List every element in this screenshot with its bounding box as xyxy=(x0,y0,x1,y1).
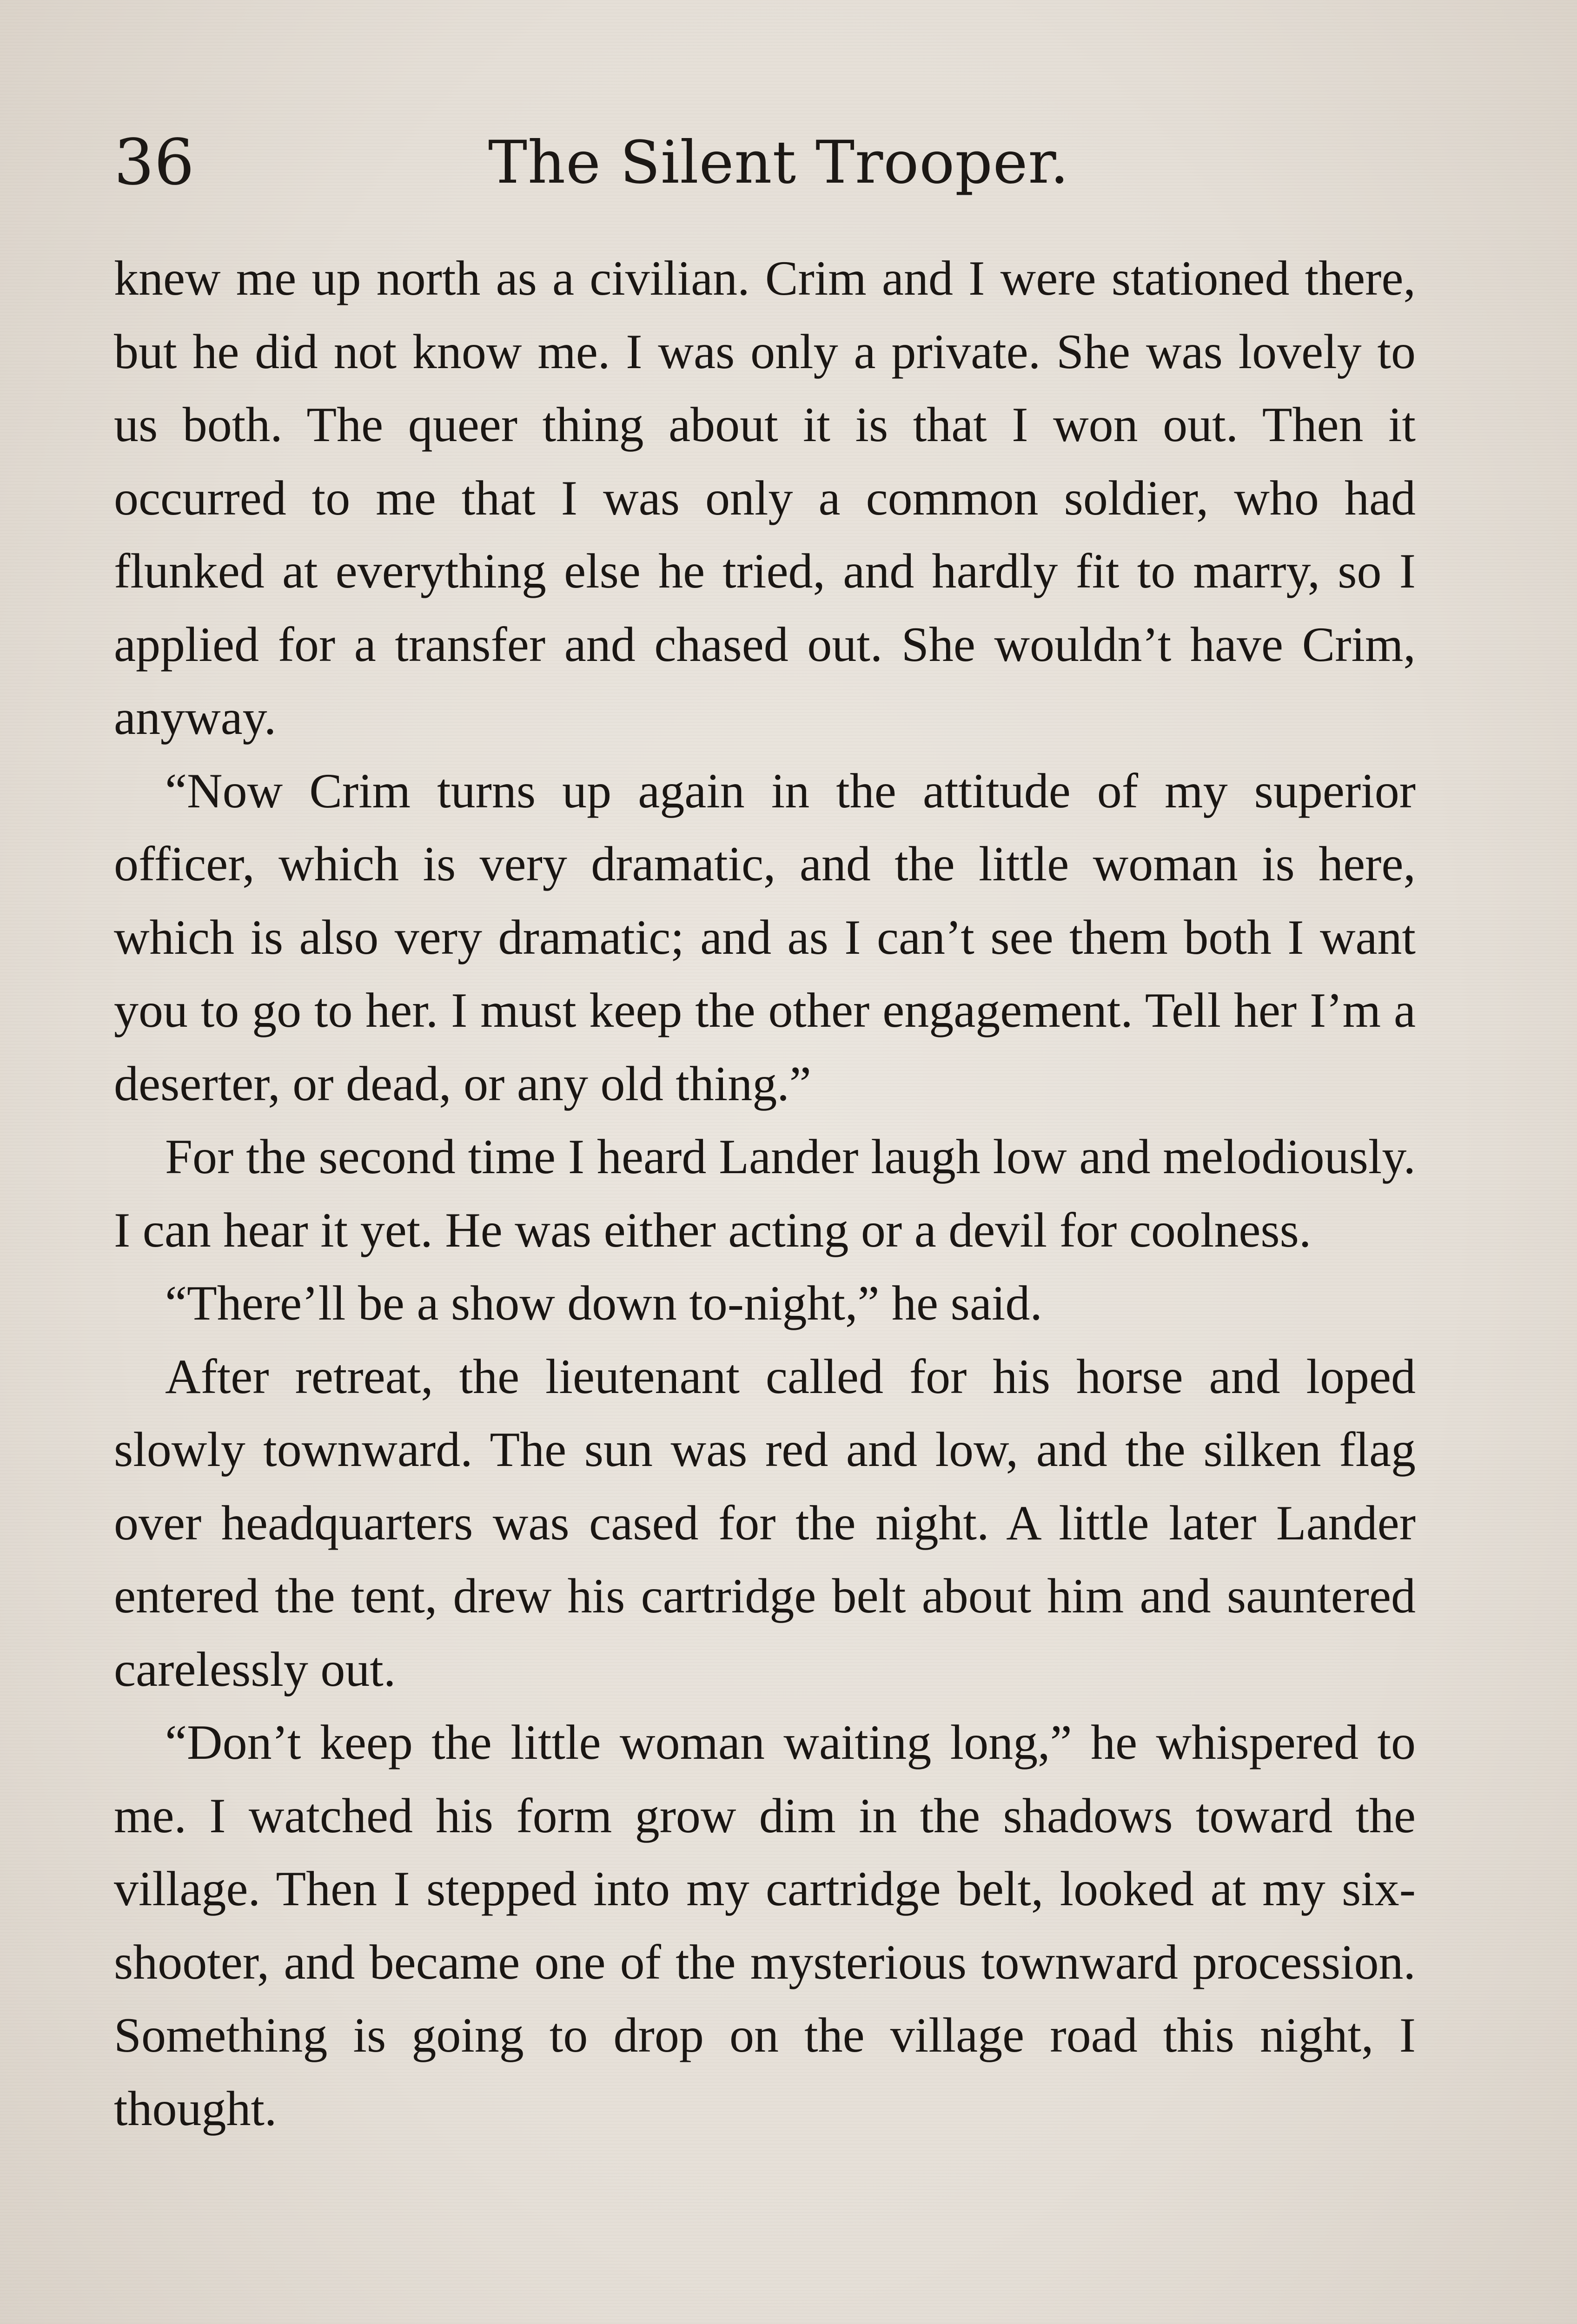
paragraph-6: “Don’t keep the little woman waiting long,” he whispered to me. I watched his form grow dim in the shadows toward the village. Then I stepped into my cartridge belt, looked at my six-shooter, and became one of the mysterious townward procession. Something is going to drop on the village road this night, I thought. xyxy=(114,1715,1416,2136)
paragraph-1: knew me up north as a civilian. Crim and I were stationed there, but he did not know me. I was only a private. She was lovely to us both. The queer thing about it is that I won out. Then it occurred to me that I was only a common soldier, who had flunked at everything else he tried, and hardly fit to marry, so I applied for a transfer and chased out. She wouldn’t have Crim, anyway. xyxy=(114,251,1416,745)
body-text xyxy=(114,242,1416,2145)
paragraph-2: “Now Crim turns up again in the attitude of my superior officer, which is very dramatic, and the little woman is here, which is also very dramatic; and as I can’t see them both I want you to go to her. I must keep the other engagement. Tell her I’m a deserter, or dead, or any old thing.” xyxy=(114,763,1416,1111)
paragraph-5: After retreat, the lieutenant called for his horse and loped slowly townward. The sun was red and low, and the silken flag over headquarters was cased for the night. A little later Lander entered the tent, drew his cartridge belt about him and sauntered carelessly out. xyxy=(114,1349,1416,1697)
paragraph-4: “There’ll be a show down to-night,” he said. xyxy=(165,1276,1042,1330)
page-number: 36 xyxy=(114,126,195,199)
paragraph-3: For the second time I heard Lander laugh low and melodiously. I can hear it yet. He was either acting or a devil for coolness. xyxy=(114,1129,1416,1257)
running-head xyxy=(0,116,1577,209)
running-title: The Silent Trooper. xyxy=(488,128,1069,197)
